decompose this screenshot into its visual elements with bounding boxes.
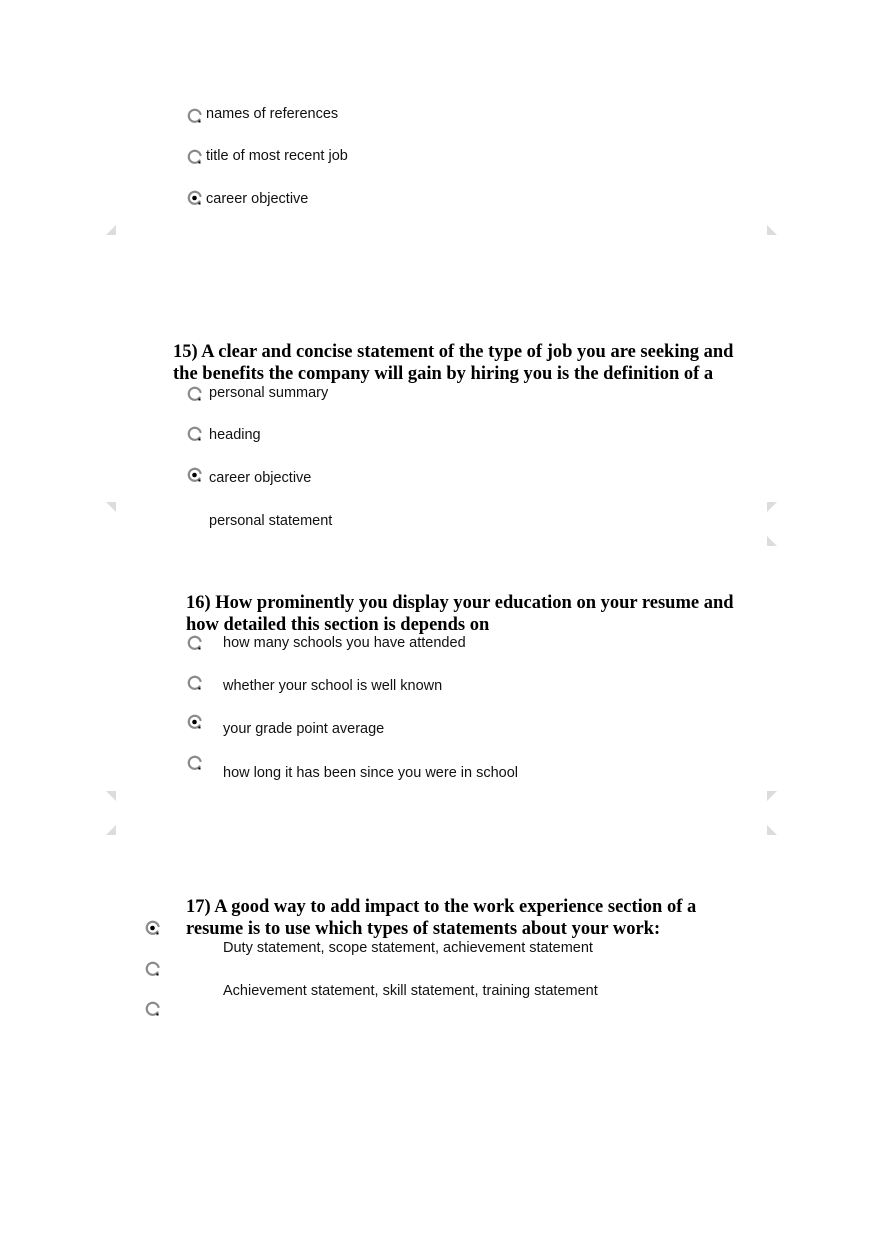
crop-mark-icon [767, 791, 777, 801]
option-label: your grade point average [223, 721, 385, 737]
radio-circle-icon [145, 920, 161, 936]
radio-school-well-known[interactable] [187, 675, 203, 691]
radio-circle-icon [187, 675, 203, 691]
radio-grade-point-average[interactable] [187, 714, 203, 730]
radio-achievement-skill-training[interactable] [145, 961, 161, 977]
question-title-line: 15) A clear and concise statement of the type of job you are seeking and [173, 342, 734, 362]
option-label: title of most recent job [206, 148, 348, 164]
question-title-line: 17) A good way to add impact to the work experience section of a [186, 897, 697, 917]
crop-mark-icon [767, 502, 777, 512]
radio-circle-icon [187, 714, 203, 730]
question-title-line: resume is to use which types of statements about your work: [186, 919, 661, 939]
option-label: career objective [209, 470, 312, 486]
radio-circle-icon [187, 426, 203, 442]
option-label: personal statement [209, 513, 333, 529]
radio-names-of-references[interactable] [187, 108, 203, 124]
question-title-line: the benefits the company will gain by hiring you is the definition of a [173, 364, 714, 384]
radio-career-objective[interactable] [187, 467, 203, 483]
radio-career-objective[interactable] [187, 190, 203, 206]
question-17-title [186, 896, 696, 940]
radio-selected-dot-icon [192, 196, 197, 201]
radio-title-of-most-recent-job[interactable] [187, 149, 203, 165]
radio-circle-icon [187, 755, 203, 771]
radio-circle-icon [187, 386, 203, 402]
radio-circle-icon [187, 108, 203, 124]
option-label: Duty statement, scope statement, achievement statement [223, 940, 593, 956]
radio-third-option[interactable] [145, 1001, 161, 1017]
question-title-line: how detailed this section is depends on [186, 615, 490, 635]
question-15-title [173, 341, 733, 385]
option-label: heading [209, 427, 261, 443]
option-label: whether your school is well known [223, 678, 443, 694]
option-label: personal summary [209, 385, 329, 401]
crop-mark-icon [106, 825, 116, 835]
crop-mark-icon [767, 536, 777, 546]
crop-mark-icon [767, 825, 777, 835]
crop-mark-icon [106, 225, 116, 235]
crop-mark-icon [767, 225, 777, 235]
radio-selected-dot-icon [150, 926, 155, 931]
option-label: Achievement statement, skill statement, training statement [223, 983, 598, 999]
radio-circle-icon [187, 149, 203, 165]
crop-mark-icon [106, 502, 116, 512]
option-label: how many schools you have attended [223, 635, 466, 651]
question-16-title [186, 592, 734, 636]
radio-circle-icon [145, 961, 161, 977]
radio-circle-icon [187, 635, 203, 651]
crop-mark-icon [106, 791, 116, 801]
radio-selected-dot-icon [192, 473, 197, 478]
option-label: how long it has been since you were in school [223, 765, 519, 781]
radio-selected-dot-icon [192, 720, 197, 725]
radio-heading[interactable] [187, 426, 203, 442]
radio-personal-summary[interactable] [187, 386, 203, 402]
radio-how-many-schools[interactable] [187, 635, 203, 651]
option-label: names of references [206, 106, 339, 122]
radio-time-since-school[interactable] [187, 755, 203, 771]
radio-circle-icon [187, 190, 203, 206]
radio-circle-icon [145, 1001, 161, 1017]
radio-circle-icon [187, 467, 203, 483]
question-title-line: 16) How prominently you display your education on your resume and [186, 593, 734, 613]
option-label: career objective [206, 191, 309, 207]
radio-duty-scope-achievement[interactable] [145, 920, 161, 936]
